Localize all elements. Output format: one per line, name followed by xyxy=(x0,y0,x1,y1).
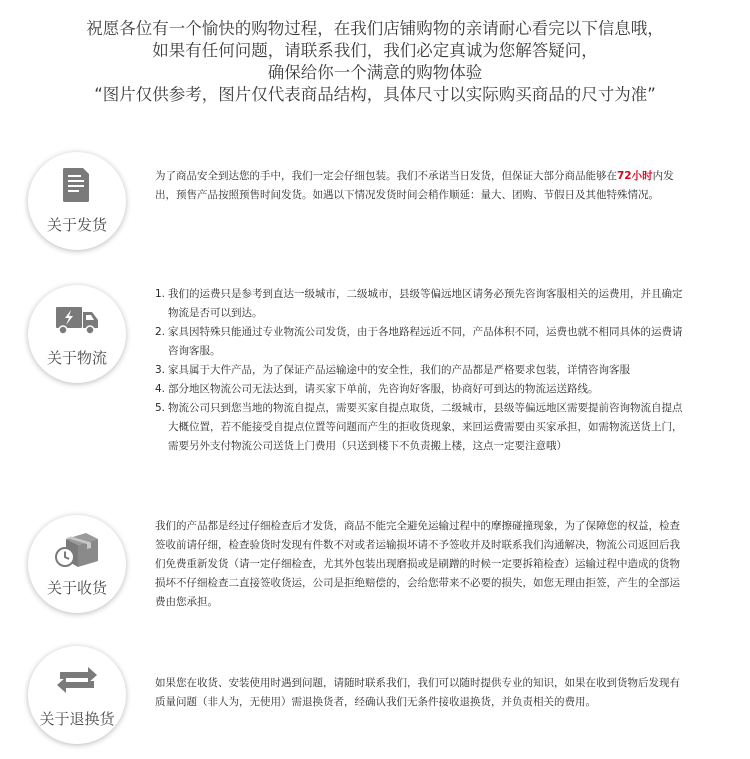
logistics-badge xyxy=(28,285,126,383)
intro-line-4: “图片仅供参考，图片仅代表商品结构，具体尺寸以实际购买商品的尺寸为准” xyxy=(94,85,656,104)
logistics-list xyxy=(155,285,690,456)
intro-line-1: 祝愿各位有一个愉快的购物过程，在我们店铺购物的亲请耐心看完以下信息哦， xyxy=(86,19,664,38)
list-item: 2. 家具因特殊只能通过专业物流公司发货，由于各地路程远近不同，产品体积不同，运费也就不相同具体的运费请咨询客服。 xyxy=(155,326,683,357)
intro-line-2: 如果有任何问题，请联系我们，我们必定真诚为您解答疑问， xyxy=(152,41,598,60)
list-item: 5. 物流公司只到您当地的物流自提点，需要买家自提点取货，二级城市，县级等偏远地区需要提前咨询物流自提点大概位置，若不能接受自提点位置等问题而产生的拒收货现象，来回运费需要由买家承担，如需物流送货上门，需要另外支付物流公司送货上门费用（只送到楼下不负责搬上楼，这点一定要注意哦） xyxy=(155,402,683,452)
returns-paragraph: 如果您在收货、安装使用时遇到问题，请随时联系我们，我们可以随时提供专业的知识，如果在收到货物后发现有质量问题（非人为，无使用）需退换货者，经确认我们无条件接收退换货，并负责相关的费用。 xyxy=(155,677,680,708)
shipping-label: 关于发货 xyxy=(46,216,107,234)
logistics-label: 关于物流 xyxy=(46,349,107,367)
list-item: 1. 我们的运费只是参考到直达一级城市，二级城市，县级等偏远地区请务必预先咨询客服相关的运费用，并且确定物流是否可以到达。 xyxy=(155,288,683,319)
package-icon xyxy=(52,527,102,573)
intro-notice xyxy=(0,18,750,106)
exchange-arrows-icon xyxy=(52,658,102,704)
returns-badge xyxy=(28,646,126,744)
list-item: 4. 部分地区物流公司无法达到，请买家下单前，先咨询好客服，协商好可到达的物流运送路线。 xyxy=(155,383,599,395)
receiving-text xyxy=(155,517,690,612)
receiving-badge xyxy=(28,515,126,613)
intro-line-3: 确保给你一个满意的购物体验 xyxy=(267,63,483,82)
list-item: 3. 家具属于大件产品，为了保证产品运输途中的安全性，我们的产品都是严格要求包装，详情咨询客服 xyxy=(155,364,630,376)
logistics-text xyxy=(155,285,690,456)
receiving-paragraph: 我们的产品都是经过仔细检查后才发货，商品不能完全避免运输过程中的摩擦碰撞现象，为了保障您的权益，检查签收前请仔细，检查验货时发现有件数不对或者运输损坏请不予签收并及时联系我们沟通解决，物流公司返回后我们免费重新发货（请一定仔细检查，尤其外包装出现磨损或是刷蹭的时候一定要拆箱检查）运输过程中造成的货物损坏不仔细检查二直接签收货运，公司是拒绝赔偿的，会给您带来不必要的损失，如您无理由拒签，产生的全部运费由您承担。 xyxy=(155,520,680,608)
shipping-highlight: 72小时 xyxy=(617,170,653,182)
returns-label: 关于退换货 xyxy=(39,710,115,728)
returns-text xyxy=(155,674,690,712)
truck-icon xyxy=(52,297,102,343)
shipping-text xyxy=(155,167,690,205)
shipping-badge xyxy=(28,152,126,250)
shipping-text-part-1: 为了商品安全到达您的手中，我们一定会仔细包装。我们不承诺当日发货，但保证大部分商品能够在 xyxy=(155,170,617,182)
receiving-label: 关于收货 xyxy=(46,579,107,597)
shipping-text-part-2: 内发出，预售产品按照预售时间发货。如遇以下情况发货时间会稍作顺延：量大、团购、节假日及其他特殊情况。 xyxy=(155,170,674,201)
document-icon xyxy=(52,164,102,210)
